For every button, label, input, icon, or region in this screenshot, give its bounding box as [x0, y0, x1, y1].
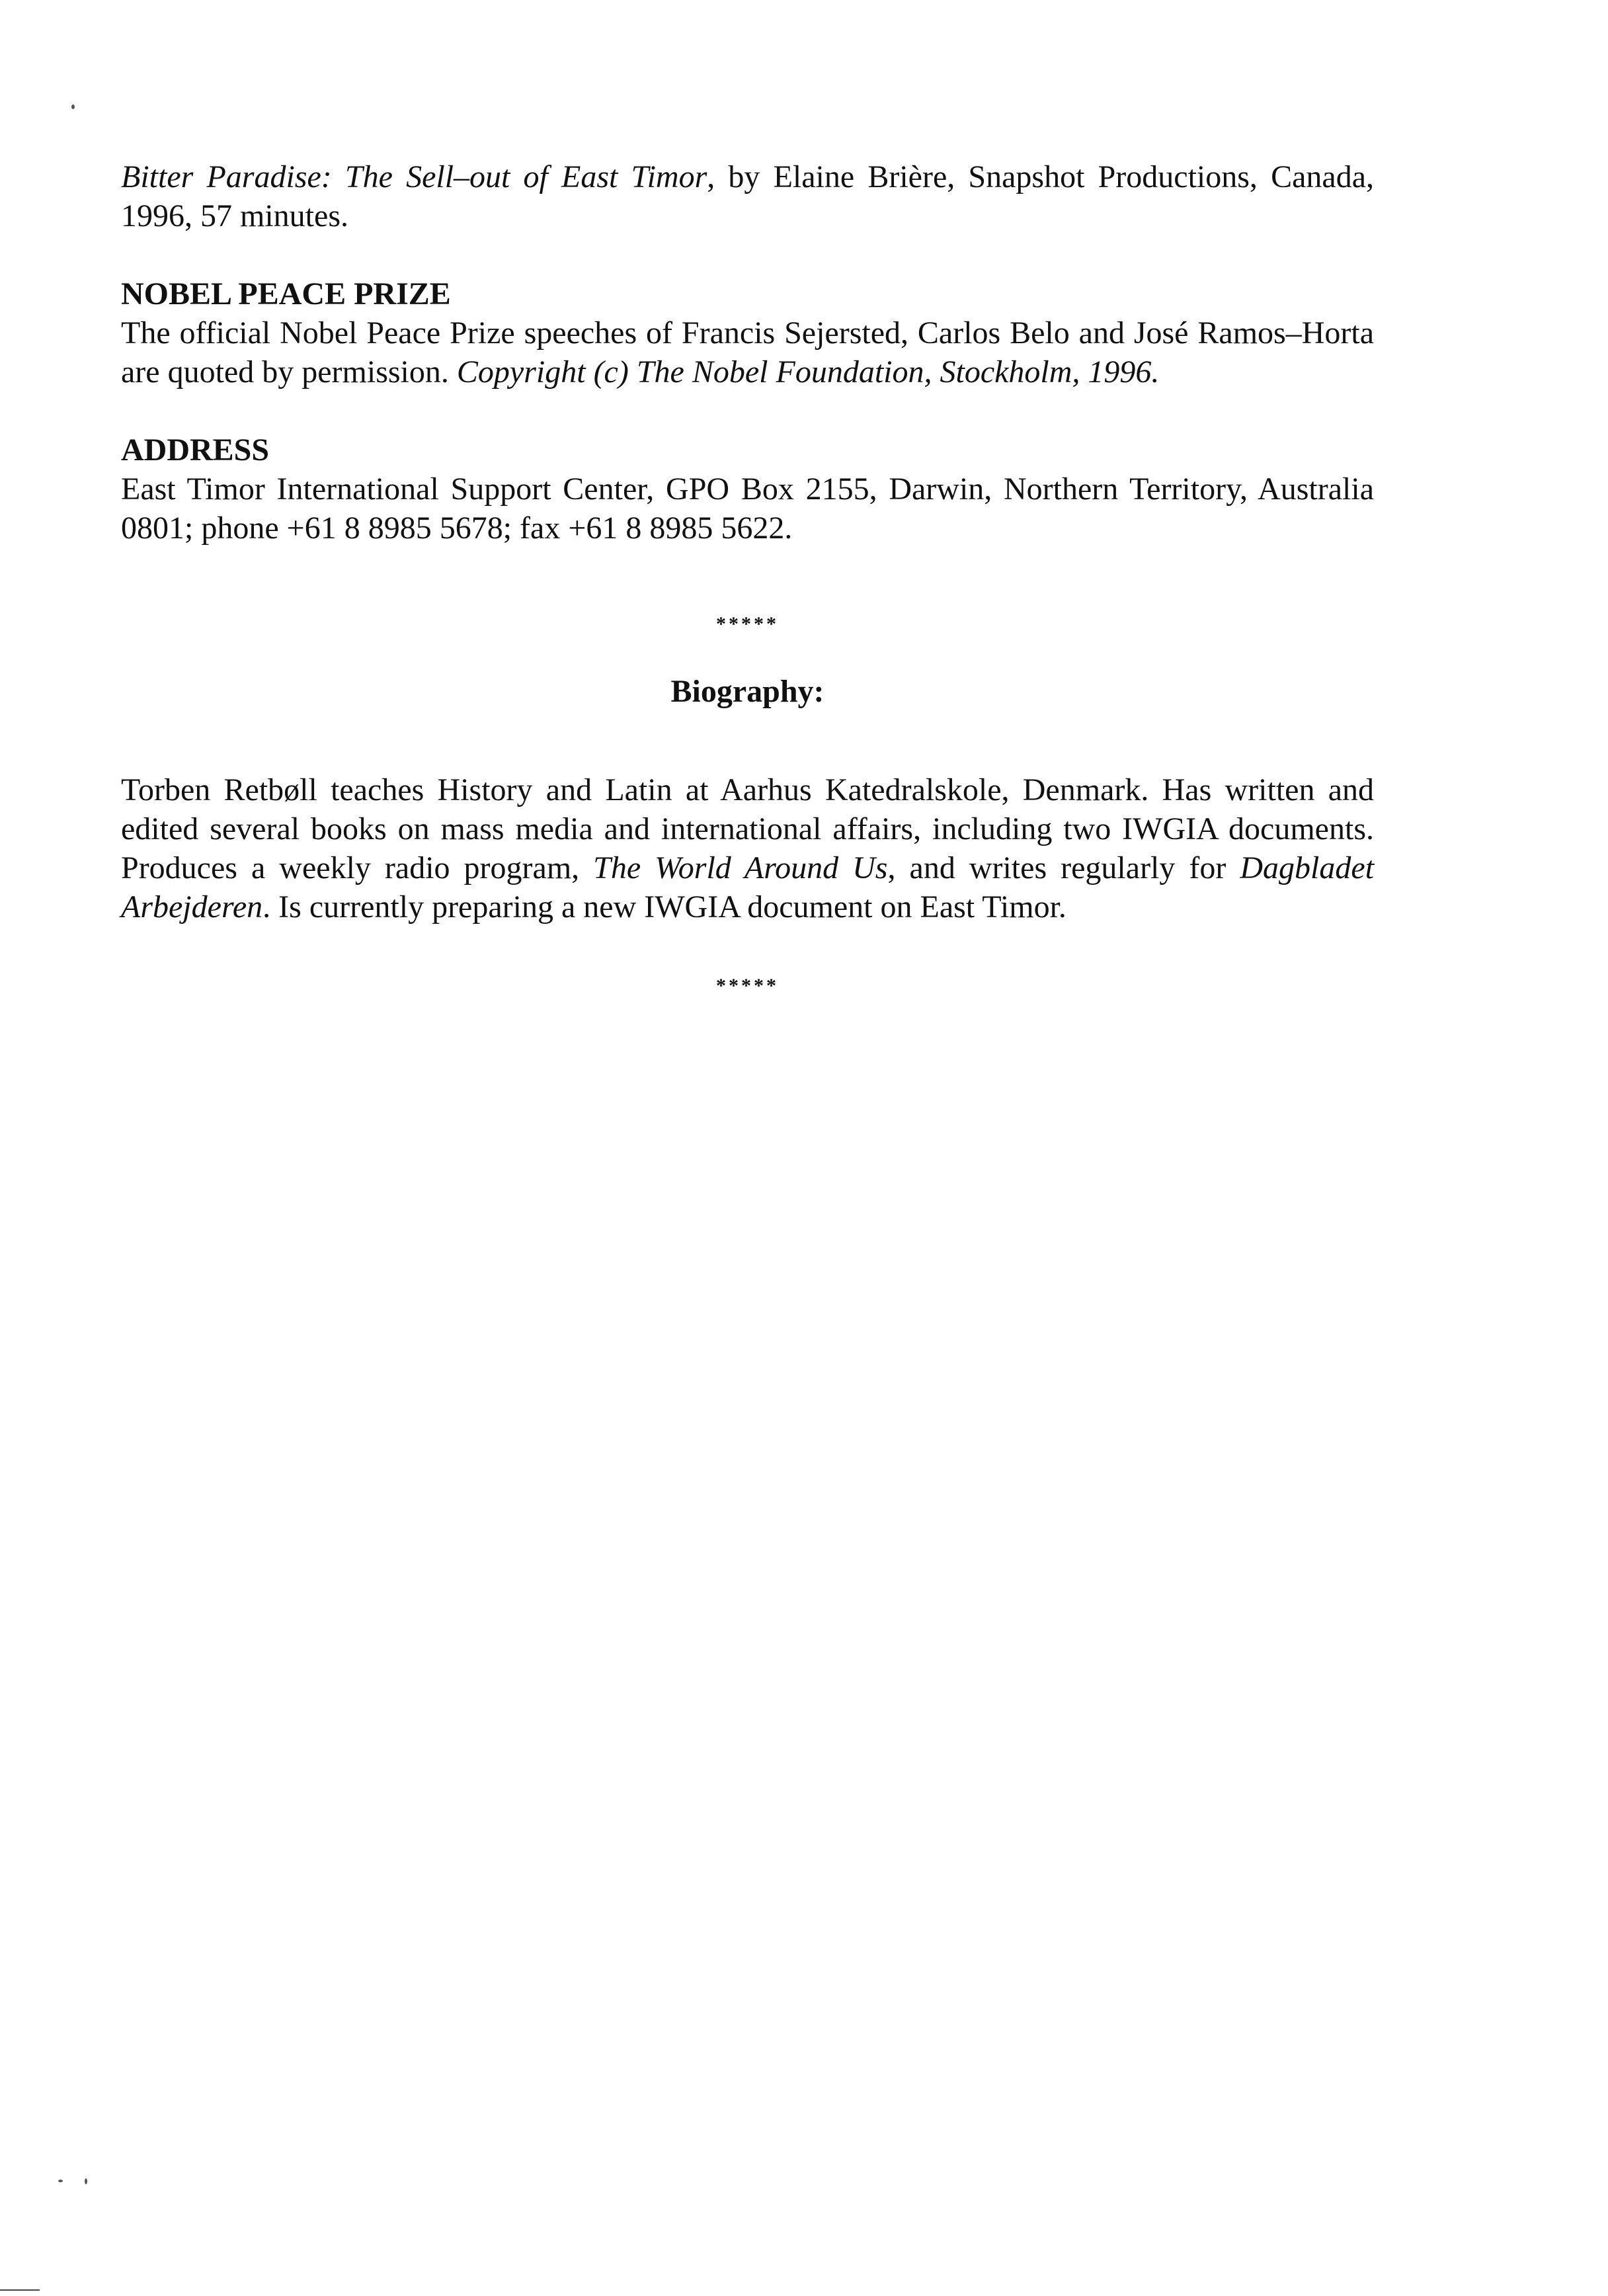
- film-title-end: East Timor: [561, 159, 707, 194]
- biography-text-part3: . Is currently preparing a new IWGIA document on East Timor.: [262, 889, 1066, 924]
- film-details: , by Elaine Brière, Snapshot Productions, Canada, 1996, 57 minutes.: [121, 159, 1375, 233]
- main-text: [121, 157, 1374, 999]
- address-section: [121, 430, 1374, 548]
- scan-edge-mark: [0, 2289, 40, 2291]
- nobel-heading: NOBEL PEACE PRIZE: [121, 276, 451, 311]
- nobel-copyright: Copyright (c) The Nobel Foundation, Stockholm, 1996.: [456, 354, 1160, 390]
- biography-text: [121, 770, 1374, 926]
- biography-text-part1: Torben Retbøll teaches History and Latin at Aarhus Katedralskole, Denmark. Has written and edited several books on mass media and international affairs, including two IWGIA documents. Produces a weekly radio program,: [121, 772, 1374, 885]
- scan-speck: [85, 2178, 87, 2184]
- nobel-text: The official Nobel Peace Prize speeches of Francis Sejersted, Carlos Belo and José Ramos–Horta are quoted by permission.: [121, 315, 1374, 390]
- scan-speck: [58, 2180, 63, 2182]
- biography-heading: Biography:: [670, 674, 824, 709]
- newspaper-title: Dagbladet Arbejderen: [121, 850, 1375, 924]
- address-heading: ADDRESS: [121, 432, 270, 468]
- nobel-text-paragraph: [121, 313, 1374, 391]
- scan-speck: [71, 104, 75, 109]
- separator-stars-end: *****: [716, 975, 779, 997]
- separator-stars: *****: [716, 613, 779, 635]
- address-text: East Timor International Support Center, GPO Box 2155, Darwin, Northern Territory, Australia 0801; phone +61 8 8985 5678; fax +61 8 8985 5622.: [121, 472, 1374, 546]
- biography-text-part2: , and writes regularly for: [887, 850, 1226, 885]
- nobel-section: [121, 274, 1374, 391]
- film-title: Bitter Paradise: The Sell–out of: [121, 159, 548, 194]
- film-reference: [121, 157, 1374, 235]
- radio-program-title: The World Around Us: [593, 850, 888, 885]
